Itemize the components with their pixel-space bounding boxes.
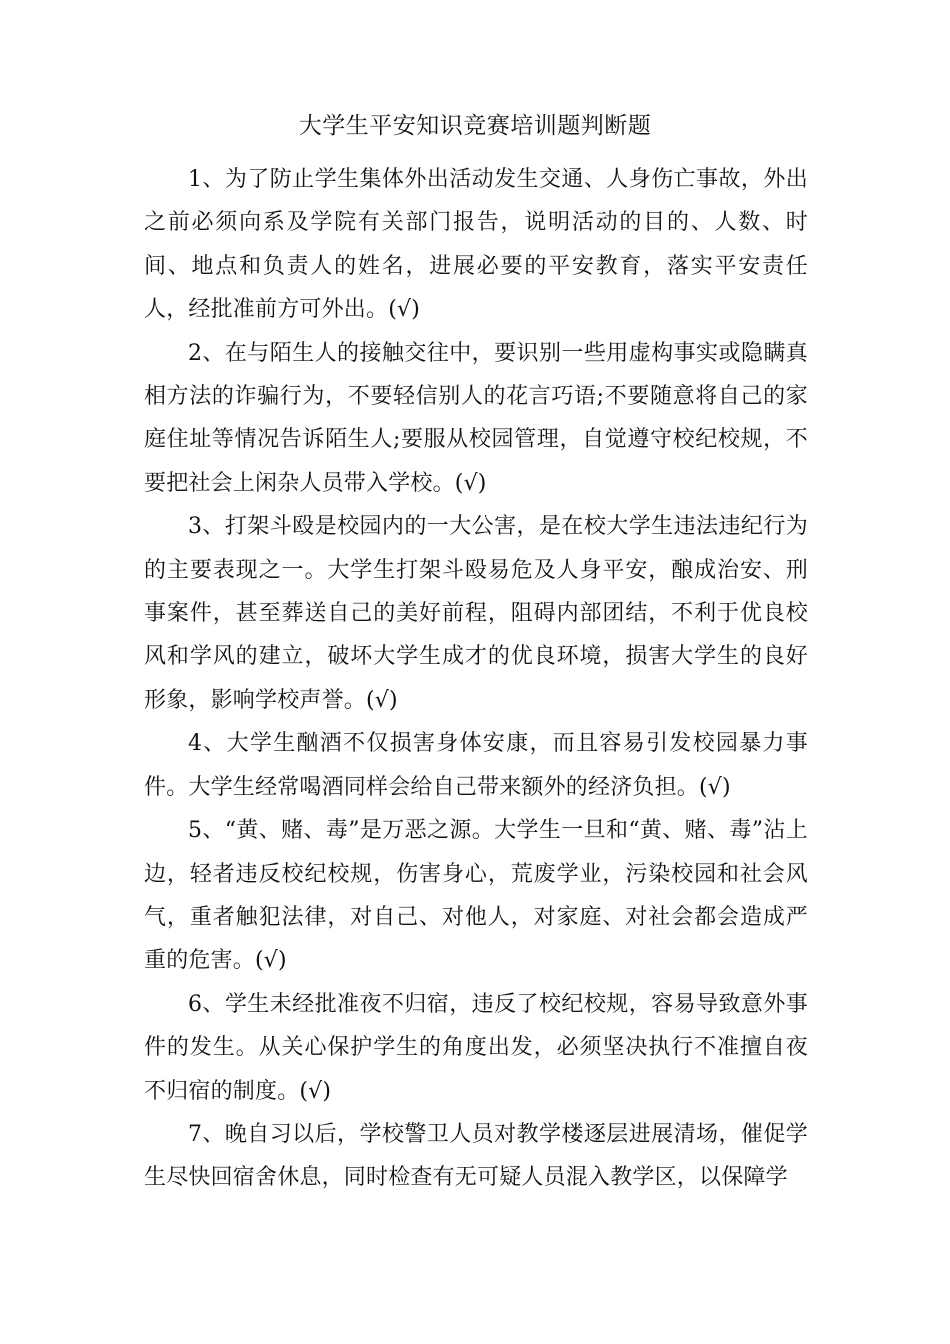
paragraph-1: 1、为了防止学生集体外出活动发生交通、人身伤亡事故，外出之前必须向系及学院有关部门报告，说明活动的目的、人数、时间、地点和负责人的姓名，进展必要的平安教育，落实平安责任人，经批准前方可外出。(√) bbox=[144, 167, 808, 323]
paragraph-3: 3、打架斗殴是校园内的一大公害，是在校大学生违法违纪行为的主要表现之一。大学生打架斗殴易危及人身平安，酿成治安、刑事案件，甚至葬送自己的美好前程，阻碍内部团结，不利于优良校风和学风的建立，破坏大学生成才的优良环境，损害大学生的良好形象，影响学校声誉。(√) bbox=[144, 514, 808, 713]
paragraph-2: 2、在与陌生人的接触交往中，要识别一些用虚构事实或隐瞒真相方法的诈骗行为，不要轻信别人的花言巧语;不要随意将自己的家庭住址等情况告诉陌生人;要服从校园管理，自觉遵守校纪校规，不要把社会上闲杂人员带入学校。(√) bbox=[144, 340, 808, 496]
document-body bbox=[144, 158, 808, 1200]
paragraph-7: 7、晚自习以后，学校警卫人员对教学楼逐层进展清场，催促学生尽快回宿舍休息，同时检查有无可疑人员混入教学区，以保障学 bbox=[144, 1121, 808, 1191]
paragraph-5: 5、“黄、赌、毒”是万恶之源。大学生一旦和“黄、赌、毒”沾上边，轻者违反校纪校规，伤害身心，荒废学业，污染校园和社会风气，重者触犯法律，对自己、对他人，对家庭、对社会都会造成严重的危害。(√) bbox=[144, 818, 808, 974]
document-title: 大学生平安知识竞赛培训题判断题 bbox=[298, 113, 652, 139]
paragraph-4: 4、大学生酗酒不仅损害身体安康，而且容易引发校园暴力事件。大学生经常喝酒同样会给自己带来额外的经济负担。(√) bbox=[144, 731, 808, 800]
paragraph-6: 6、学生未经批准夜不归宿，违反了校纪校规，容易导致意外事件的发生。从关心保护学生的角度出发，必须坚决执行不准擅自夜不归宿的制度。(√) bbox=[144, 991, 808, 1104]
